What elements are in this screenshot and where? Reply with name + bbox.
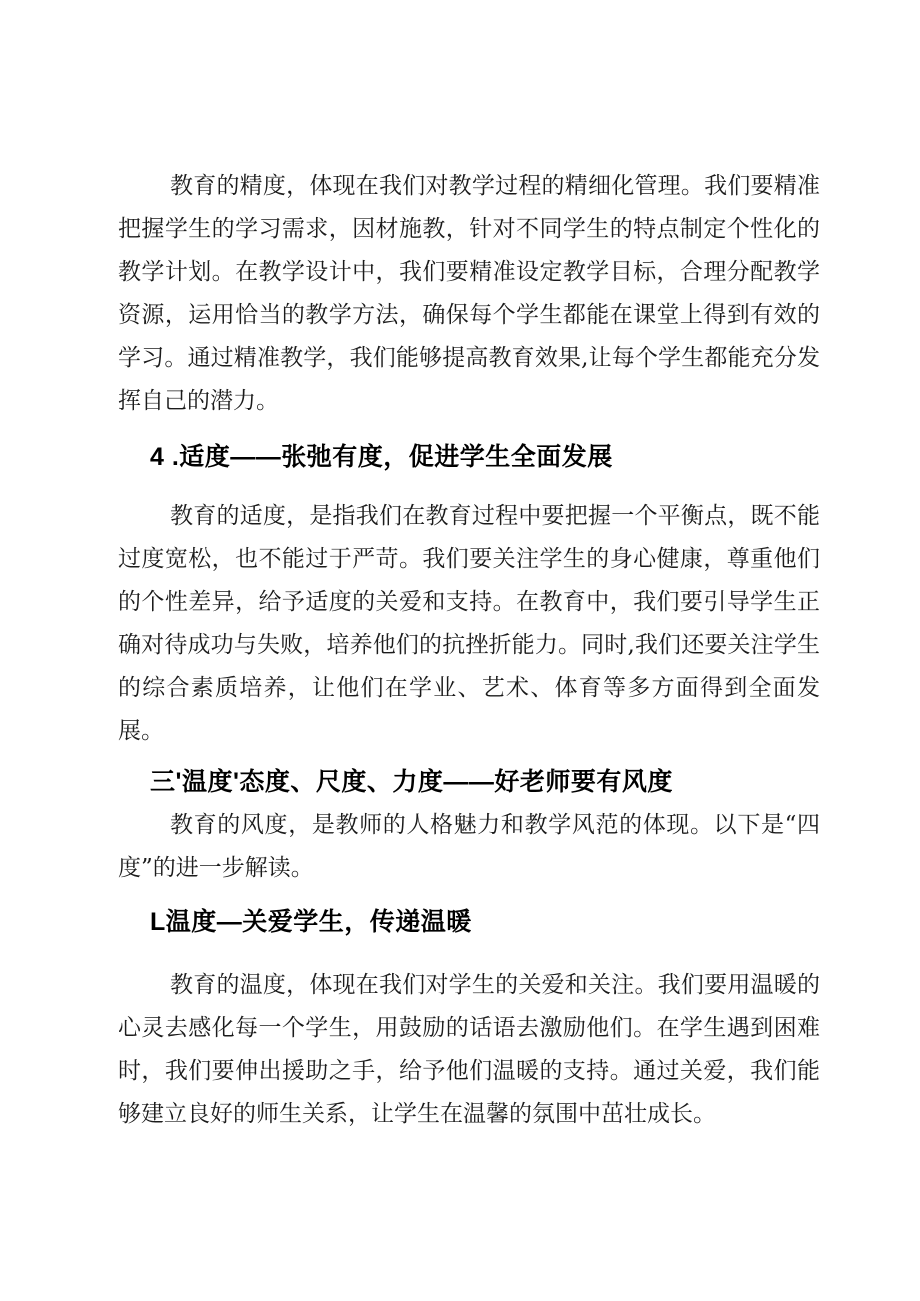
paragraph-warmth-of-education: 教育的温度，体现在我们对学生的关爱和关注。我们要用温暖的心灵去感化每一个学生，用鼓励的话语去激励他们。在学生遇到困难时，我们要伸出援助之手，给予他们温暖的支持。通过关爱，我们能够建立良好的师生关系，让学生在温馨的氛围中茁壮成长。: [118, 972, 820, 1127]
paragraph-demeanor-of-education: 教育的风度，是教师的人格魅力和教学风范的体现。以下是“四度”的进一步解读。: [118, 812, 820, 881]
paragraph-precision-of-education: 教育的精度，体现在我们对教学过程的精细化管理。我们要精准把握学生的学习需求，因材施教，针对不同学生的特点制定个性化的教学计划。在教学设计中，我们要精准设定教学目标，合理分配教学资源，运用恰当的教学方法，确保每个学生都能在课堂上得到有效的学习。通过精准教学，我们能够提高教育效果,让每个学生都能充分发挥自己的潜力。: [118, 173, 820, 414]
paragraph-moderation-of-education: 教育的适度，是指我们在教育过程中要把握一个平衡点，既不能过度宽松，也不能过于严苛。我们要关注学生的身心健康，尊重他们的个性差异，给予适度的关爱和支持。在教育中，我们要引导学生正确对待成功与失败，培养他们的抗挫折能力。同时,我们还要关注学生的综合素质培养，让他们在学业、艺术、体育等多方面得到全面发展。: [118, 503, 820, 744]
heading-3-warmth-attitude-scale-strength: 三'温度'态度、尺度、力度——好老师要有风度: [150, 768, 673, 796]
heading-1-warmth-care-for-students: L温度—关爱学生，传递温暖: [150, 908, 472, 936]
heading-4-moderation: 4 .适度——张弛有度，促进学生全面发展: [150, 443, 613, 471]
